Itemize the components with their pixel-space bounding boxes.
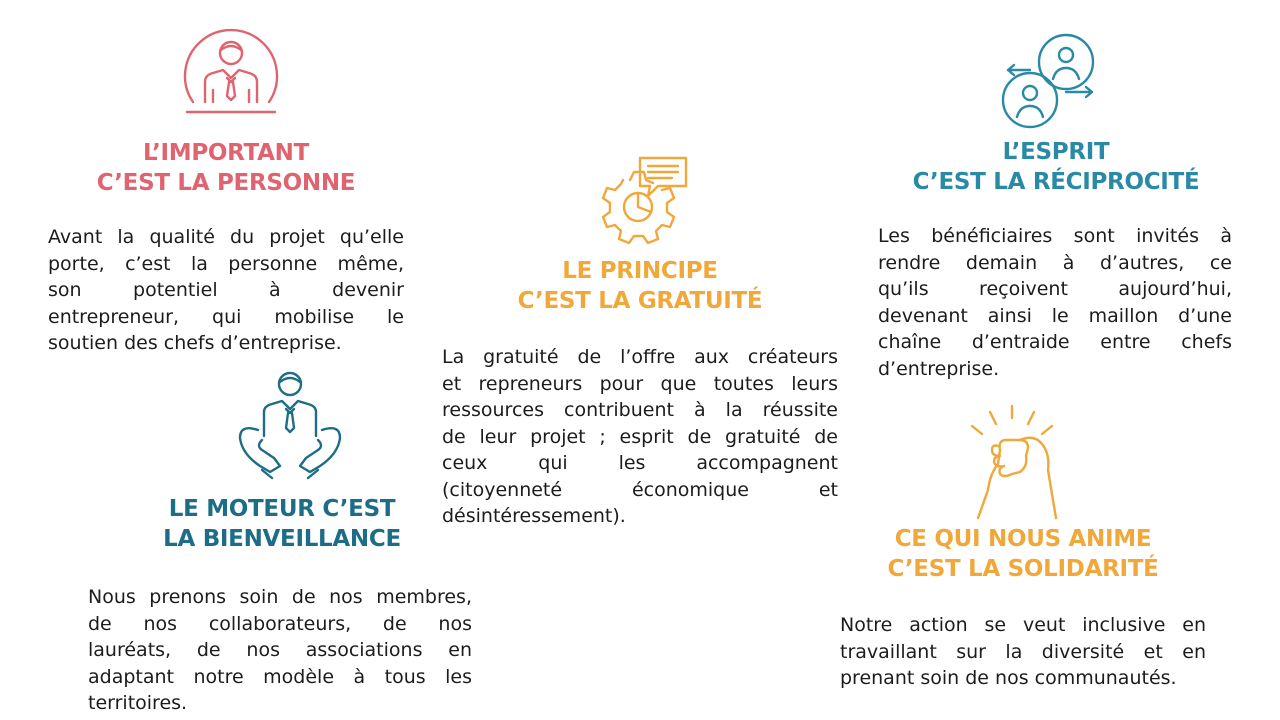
title-reciprocite — [900, 137, 1212, 197]
text-line: Nous prenons soin de nos membres, — [88, 586, 472, 608]
text-line: de leur projet ; esprit de gratuité de — [442, 425, 838, 448]
text-line: adaptant notre modèle à tous les — [88, 665, 472, 688]
title-solidarite-line1: CE QUI NOUS ANIME — [894, 526, 1152, 552]
text-line: de nos collaborateurs, de nos — [88, 612, 472, 635]
title-gratuite-line2: C’EST LA GRATUITÉ — [517, 288, 763, 314]
text-bienveillance — [88, 584, 472, 717]
title-solidarite-line2: C’EST LA SOLIDARITÉ — [887, 556, 1159, 582]
title-bienveillance-line1: LE MOTEUR C’EST — [168, 496, 396, 522]
text-line: qu’ils reçoivent aujourd’hui, — [878, 278, 1232, 300]
text-line: lauréats, de nos associations en — [88, 639, 472, 661]
text-reciprocite — [878, 223, 1232, 382]
handshake-icon — [958, 404, 1070, 522]
text-personne — [48, 224, 404, 357]
text-line: Les bénéficiaires sont invités à — [878, 225, 1232, 247]
text-line: territoires. — [88, 692, 188, 714]
text-solidarite — [840, 612, 1206, 692]
text-line: Notre action se veut inclusive en — [840, 614, 1206, 636]
title-gratuite-line1: LE PRINCIPE — [562, 258, 718, 284]
title-personne-line1: L’IMPORTANT — [143, 140, 309, 166]
text-line: La gratuité de l’offre aux créateurs — [442, 346, 838, 368]
text-line: entrepreneur, qui mobilise le — [48, 305, 404, 328]
title-personne-line2: C’EST LA PERSONNE — [96, 170, 356, 196]
person-in-circle-icon — [183, 20, 279, 120]
hands-holding-person-icon — [234, 366, 346, 486]
text-line: ressources contribuent à la réussite — [442, 399, 838, 421]
title-reciprocite-line1: L’ESPRIT — [1002, 139, 1110, 165]
text-line: soutien des chefs d’entreprise. — [48, 332, 342, 354]
exchange-people-icon — [996, 28, 1100, 132]
text-line: prenant soin de nos communautés. — [840, 667, 1177, 689]
title-bienveillance-line2: LA BIENVEILLANCE — [163, 526, 401, 552]
text-line: Avant la qualité du projet qu’elle — [48, 226, 404, 248]
text-line: désintéressement). — [442, 505, 626, 527]
text-line: chaîne d’entraide entre chefs — [878, 331, 1232, 353]
text-line: d’entreprise. — [878, 357, 1000, 380]
title-gratuite — [500, 256, 780, 316]
gear-document-icon — [596, 152, 692, 252]
text-line: son potentiel à devenir — [48, 279, 404, 301]
text-line: travaillant sur la diversité et en — [840, 640, 1206, 663]
text-line: (citoyenneté économique et — [442, 478, 838, 501]
text-gratuite — [442, 344, 838, 530]
title-bienveillance — [146, 494, 418, 554]
title-reciprocite-line2: C’EST LA RÉCIPROCITÉ — [912, 169, 1200, 195]
text-line: rendre demain à d’autres, ce — [878, 251, 1232, 274]
text-line: ceux qui les accompagnent — [442, 452, 838, 474]
title-personne — [86, 138, 366, 198]
text-line: et repreneurs pour que toutes leurs — [442, 372, 838, 395]
text-line: porte, c’est la personne même, — [48, 252, 404, 275]
title-solidarite — [870, 524, 1176, 584]
text-line: devenant ainsi le maillon d’une — [878, 304, 1232, 327]
